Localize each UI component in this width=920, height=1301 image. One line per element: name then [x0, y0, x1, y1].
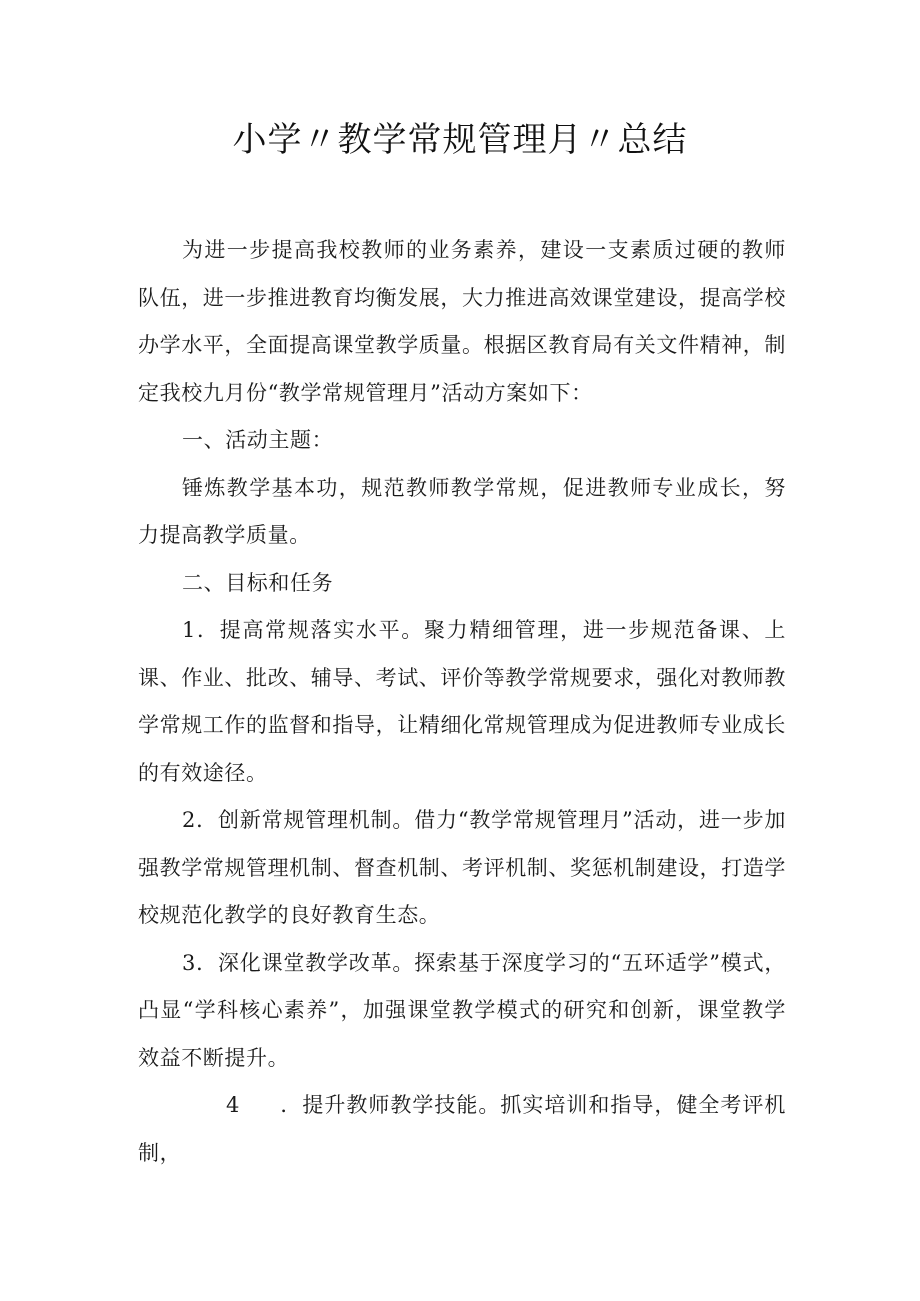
goal-item-1: 1．提高常规落实水平。聚力精细管理，进一步规范备课、上课、作业、批改、辅导、考试、评价等教学常规要求，强化对教师教学常规工作的监督和指导，让精细化常规管理成为促进教师专业成长的有效途径。	[138, 618, 786, 785]
section-heading-theme: 一、活动主题：	[182, 428, 334, 452]
goal-item-4	[138, 1082, 786, 1177]
document-title: 小学〃教学常规管理月〃总结	[232, 120, 688, 160]
section-heading-goals: 二、目标和任务	[182, 570, 334, 595]
document-body	[138, 227, 786, 1177]
goal-item-3: 3．深化课堂教学改革。探索基于深度学习的“五环适学”模式，凸显“学科核心素养”，加强课堂教学模式的研究和创新，课堂教学效益不断提升。	[138, 950, 786, 1070]
theme-paragraph: 锤炼教学基本功，规范教师教学常规，促进教师专业成长，努力提高教学质量。	[138, 475, 786, 547]
goal-item-4-text: ．提升教师教学技能。抓实培训和指导，健全考评机制，	[138, 1093, 786, 1165]
goal-item-2: 2．创新常规管理机制。借力“教学常规管理月”活动，进一步加强教学常规管理机制、督查机制、考评机制、奖惩机制建设，打造学校规范化教学的良好教育生态。	[138, 808, 786, 927]
goal-item-4-number: 4	[226, 1093, 240, 1117]
intro-paragraph: 为进一步提高我校教师的业务素养，建设一支素质过硬的教师队伍，进一步推进教育均衡发展，大力推进高效课堂建设，提高学校办学水平，全面提高课堂教学质量。根据区教育局有关文件精神，制定我校九月份“教学常规管理月”活动方案如下：	[138, 238, 786, 405]
